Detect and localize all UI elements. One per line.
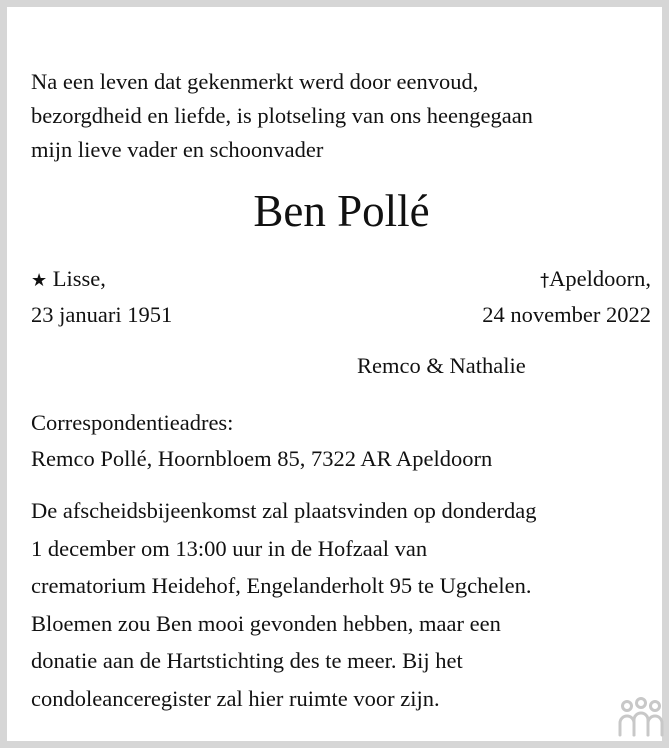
intro-line: bezorgdheid en liefde, is plotseling van ons heengegaan [31, 103, 533, 128]
message-line: donatie aan de Hartstichting des te meer. Bij het [31, 648, 463, 673]
death-place: Apeldoorn, [549, 266, 651, 291]
message-line: Bloemen zou Ben mooi gevonden hebben, maar een [31, 610, 501, 636]
people-logo-icon [617, 697, 665, 739]
deceased-name: Ben Pollé [253, 186, 430, 236]
intro-line: Na een leven dat gekenmerkt werd door eenvoud, [31, 69, 479, 94]
correspondence-address: Remco Pollé, Hoornbloem 85, 7322 AR Apeldoorn [31, 446, 493, 471]
message-line: condoleanceregister zal hier ruimte voor zijn. [31, 685, 440, 711]
birth-place: Lisse, [52, 266, 106, 291]
message-line: 1 december om 13:00 uur in de Hofzaal van [31, 535, 428, 561]
correspondence-block [31, 405, 492, 477]
intro-line: mijn lieve vader en schoonvader [31, 137, 324, 162]
cross-icon: † [540, 270, 550, 291]
death-info [482, 262, 651, 332]
star-icon: ★ [31, 270, 48, 291]
message-line: De afscheidsbijeenkomst zal plaatsvinden op donderdag [31, 498, 537, 523]
ceremony-message [31, 492, 656, 717]
signers: Remco & Nathalie [357, 353, 526, 378]
birth-info [31, 262, 172, 332]
message-line: crematorium Heidehof, Engelanderholt 95 te Ugchelen. [31, 573, 532, 598]
correspondence-label: Correspondentieadres: [31, 410, 234, 435]
intro-text [31, 65, 656, 167]
death-date: 24 november 2022 [482, 302, 651, 327]
birth-date: 23 januari 1951 [31, 302, 173, 327]
